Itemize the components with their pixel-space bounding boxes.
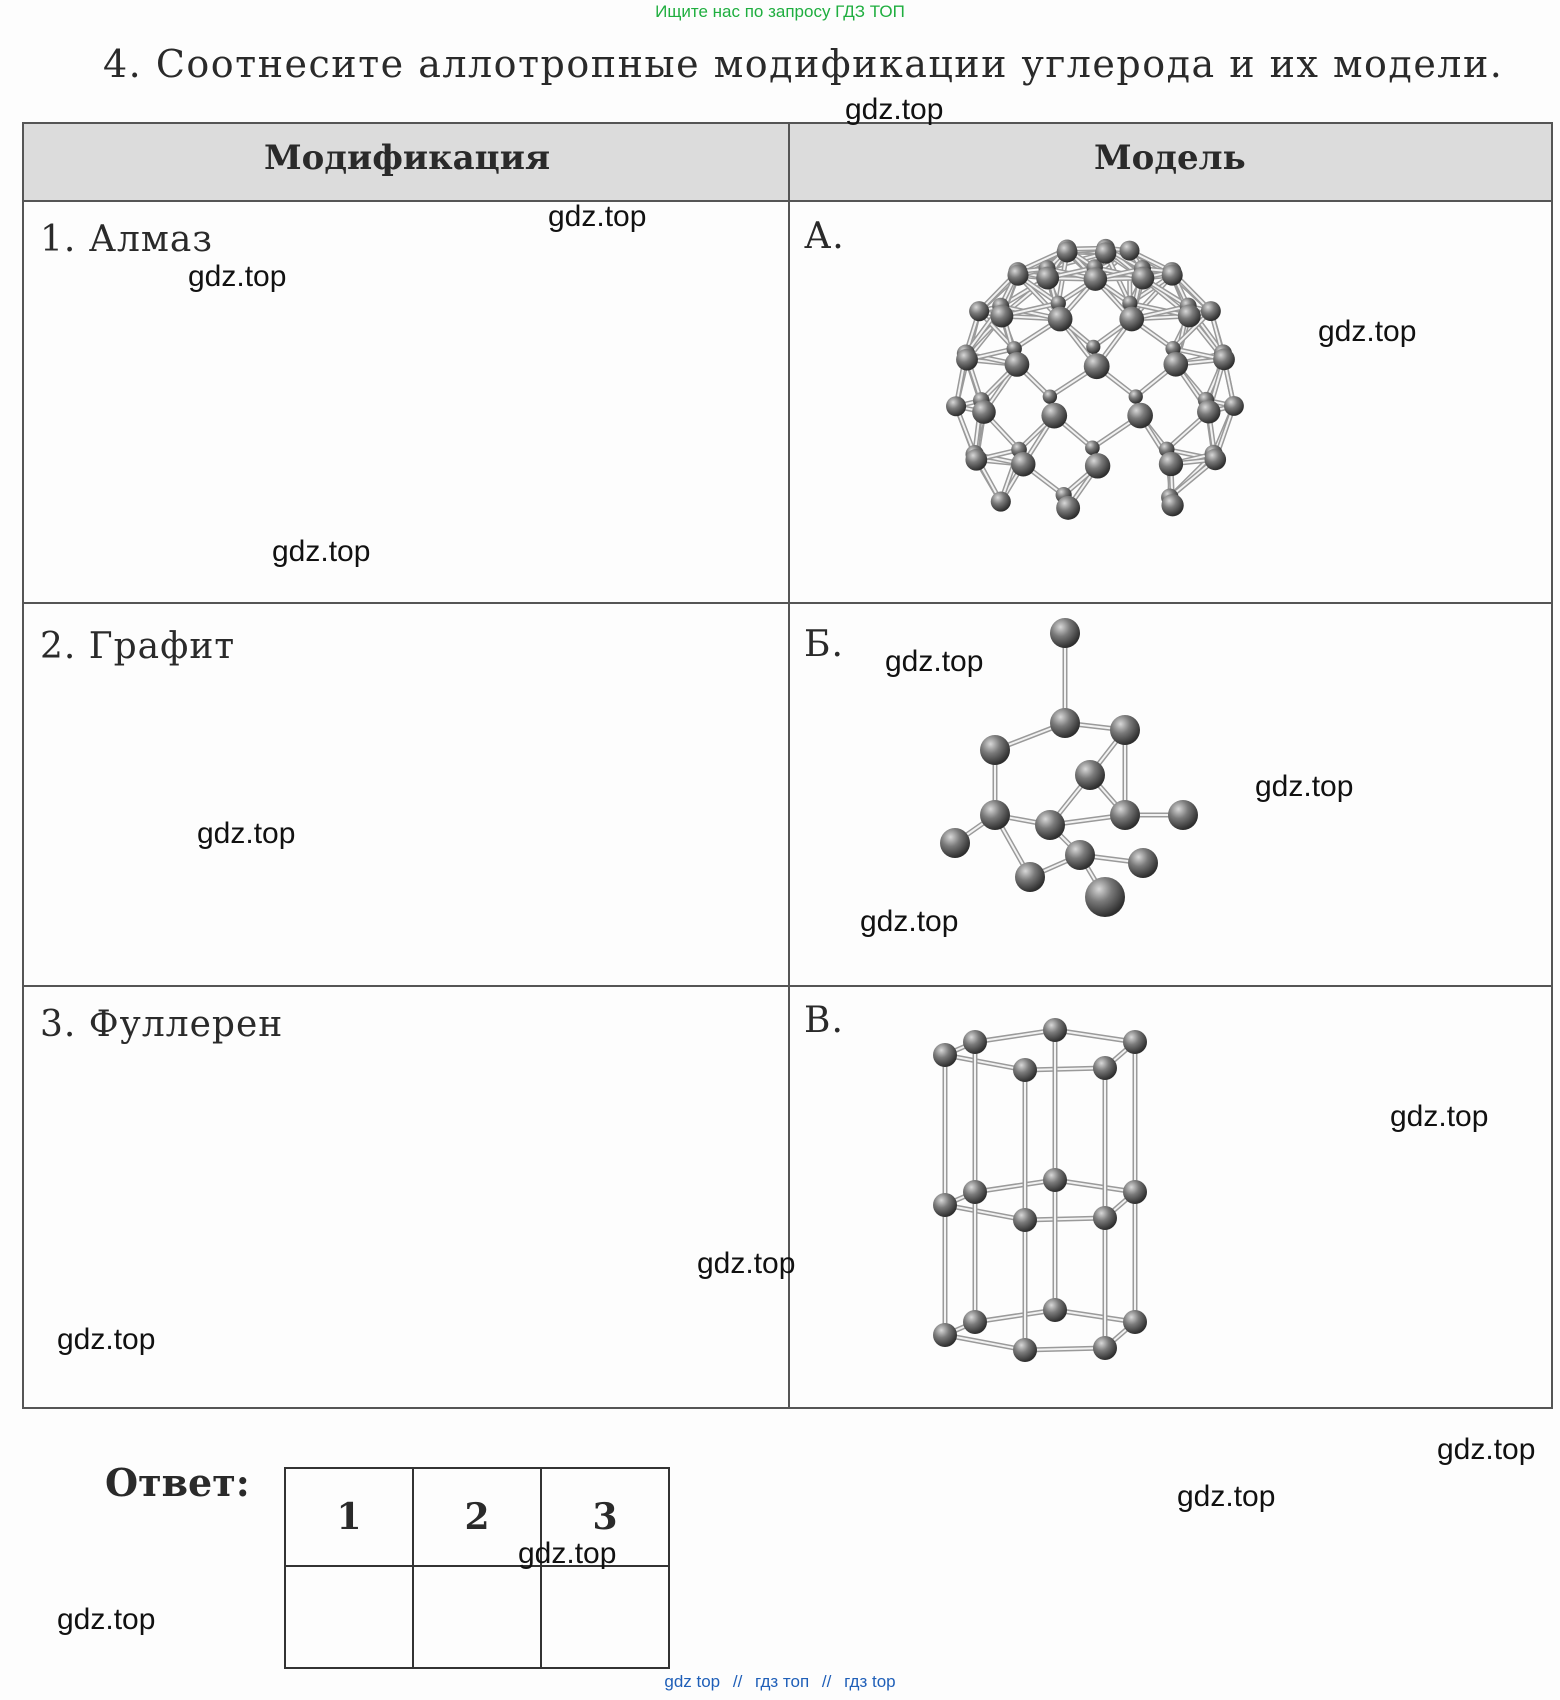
watermark: gdz.top	[1437, 1433, 1536, 1466]
atom	[1161, 494, 1183, 516]
bond	[1055, 1180, 1135, 1192]
atom	[972, 400, 996, 424]
atom	[1127, 403, 1153, 429]
watermark: gdz.top	[1255, 770, 1354, 803]
modification-graphite: 2. Графит	[40, 626, 236, 667]
atom	[1093, 1206, 1117, 1230]
atom	[1123, 1180, 1147, 1204]
answer-cell-3[interactable]	[541, 1566, 669, 1668]
fullerene-model	[925, 228, 1265, 558]
footer-link[interactable]: гдз top	[844, 1672, 896, 1691]
atom	[1168, 800, 1198, 830]
atom	[1123, 1030, 1147, 1054]
atom	[1093, 1336, 1117, 1360]
atom	[1128, 848, 1158, 878]
atom	[991, 492, 1011, 512]
watermark: gdz.top	[697, 1247, 796, 1280]
atom	[1013, 1208, 1037, 1232]
atom	[1178, 304, 1201, 327]
footer-links	[0, 1672, 1560, 1692]
atom	[1205, 449, 1227, 471]
atom	[946, 396, 966, 416]
atom	[1086, 340, 1100, 354]
atom	[1084, 267, 1107, 290]
atom	[1013, 1338, 1037, 1362]
answer-label: Ответ:	[105, 1460, 250, 1505]
modification-diamond: 1. Алмаз	[40, 219, 214, 260]
atom	[1005, 352, 1030, 377]
atom	[933, 1323, 957, 1347]
watermark: gdz.top	[1177, 1480, 1276, 1513]
watermark: gdz.top	[57, 1603, 156, 1636]
footer-link[interactable]: gdz top	[664, 1672, 721, 1691]
atom	[1163, 352, 1188, 377]
atom	[1085, 453, 1110, 478]
model-label-c: В.	[804, 1000, 844, 1041]
watermark: gdz.top	[197, 817, 296, 850]
atom	[1041, 403, 1067, 429]
bond	[945, 1055, 1025, 1070]
row-divider	[24, 602, 1551, 604]
bond	[975, 1030, 1055, 1042]
atom	[1048, 307, 1073, 332]
atom	[1095, 242, 1116, 263]
atom	[1057, 242, 1078, 263]
atom	[1119, 307, 1144, 332]
watermark: gdz.top	[885, 645, 984, 678]
watermark: gdz.top	[57, 1323, 156, 1356]
bond	[945, 1205, 1025, 1220]
answer-col-2: 2	[413, 1468, 541, 1566]
atom	[933, 1193, 957, 1217]
bond	[1055, 1310, 1135, 1322]
footer-separator: //	[732, 1672, 743, 1691]
atom	[933, 1043, 957, 1067]
atom	[1085, 441, 1100, 456]
atom	[963, 1310, 987, 1334]
atom	[1043, 390, 1057, 404]
watermark: gdz.top	[272, 535, 371, 568]
atom	[963, 1030, 987, 1054]
atom	[1110, 715, 1140, 745]
header-model: Модель	[1094, 138, 1246, 178]
answer-col-3: 3	[541, 1468, 669, 1566]
atom	[969, 301, 989, 321]
atom	[980, 735, 1010, 765]
atom	[1132, 267, 1155, 290]
atom	[1035, 810, 1065, 840]
task-title: 4. Соотнесите аллотропные модификации углерода и их модели.	[103, 42, 1504, 86]
bond	[1055, 1030, 1135, 1042]
row-divider	[24, 985, 1551, 987]
atom	[940, 828, 970, 858]
atom	[1162, 265, 1183, 286]
atom	[1213, 349, 1235, 371]
atom	[1013, 1058, 1037, 1082]
watermark: gdz.top	[548, 200, 647, 233]
atom	[1085, 877, 1125, 917]
atom	[1075, 760, 1105, 790]
atom	[1120, 241, 1140, 261]
watermark: gdz.top	[188, 260, 287, 293]
atom	[1050, 618, 1080, 648]
atom	[1123, 1310, 1147, 1334]
bond	[945, 1335, 1025, 1350]
atom	[1056, 496, 1080, 520]
watermark: gdz.top	[518, 1537, 617, 1570]
graphite-model	[920, 1010, 1180, 1370]
modification-fullerene: 3. Фуллерен	[40, 1004, 284, 1045]
atom	[1065, 840, 1095, 870]
atom	[990, 305, 1013, 328]
atom	[1050, 708, 1080, 738]
atom	[1197, 400, 1220, 423]
atom	[1110, 800, 1140, 830]
atom	[1043, 1298, 1067, 1322]
atom	[1036, 267, 1059, 290]
atom	[1084, 353, 1110, 379]
atom	[1011, 452, 1035, 476]
answer-cell-2[interactable]	[413, 1566, 541, 1668]
atom	[956, 349, 978, 371]
atom	[1201, 301, 1221, 321]
search-hint-link[interactable]: Ищите нас по запросу ГДЗ ТОП	[655, 2, 905, 21]
watermark: gdz.top	[1390, 1100, 1489, 1133]
answer-col-1: 1	[285, 1468, 413, 1566]
atom	[1093, 1056, 1117, 1080]
atom	[965, 449, 987, 471]
atom	[980, 800, 1010, 830]
watermark: gdz.top	[845, 93, 944, 126]
model-label-a: А.	[804, 216, 845, 257]
atom	[1015, 862, 1045, 892]
header-modification: Модификация	[264, 138, 551, 178]
footer-link[interactable]: гдз топ	[755, 1672, 810, 1691]
watermark: gdz.top	[1318, 315, 1417, 348]
atom	[1043, 1168, 1067, 1192]
bond	[975, 1180, 1055, 1192]
atom	[1129, 389, 1143, 403]
atom	[1007, 265, 1028, 286]
bond	[975, 1310, 1055, 1322]
atom	[1043, 1018, 1067, 1042]
atom	[1224, 396, 1244, 416]
model-label-b: Б.	[804, 624, 844, 665]
watermark: gdz.top	[860, 905, 959, 938]
column-divider	[788, 124, 790, 1407]
answer-cell-1[interactable]	[285, 1566, 413, 1668]
footer-separator: //	[821, 1672, 832, 1691]
atom	[963, 1180, 987, 1204]
atom	[1159, 452, 1183, 476]
